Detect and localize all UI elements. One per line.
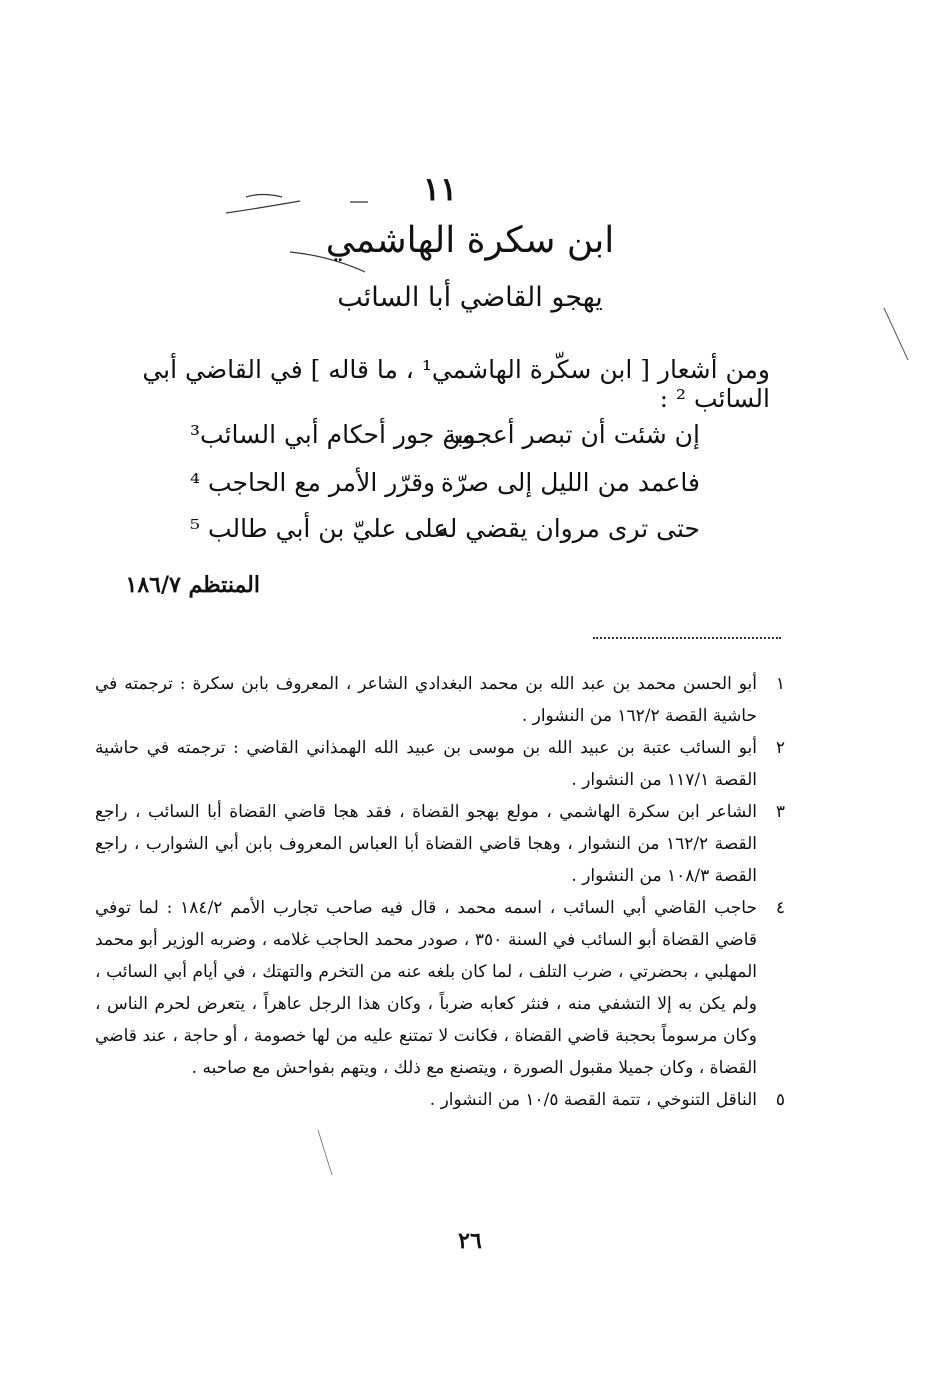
chapter-subtitle: يهجو القاضي أبا السائب xyxy=(337,282,603,313)
verse-line xyxy=(190,420,700,468)
verse-second-hemistich: وقرّر الأمر مع الحاجب ⁴ xyxy=(190,468,436,497)
footnote-number: ٤ xyxy=(775,898,785,918)
footnote xyxy=(95,668,785,732)
verse-line xyxy=(190,514,700,562)
footnotes xyxy=(95,668,785,1116)
page-number: ٢٦ xyxy=(458,1228,482,1254)
intro-paragraph: ومن أشعار [ ابن سكّرة الهاشمي¹ ، ما قاله ] في القاضي أبي السائب ² : xyxy=(142,355,770,413)
verse-first-hemistich: إن شئت أن تبصر أعجوبة xyxy=(443,420,700,449)
verse-line xyxy=(190,468,700,516)
verse-second-hemistich: على عليّ بن أبي طالب ⁵ xyxy=(190,514,449,543)
footnote xyxy=(95,1084,785,1116)
footnote-text: الناقل التنوخي ، تتمة القصة ١٠/٥ من النشوار . xyxy=(429,1090,757,1110)
footnote-text: أبو الحسن محمد بن عبد الله بن محمد البغدادي الشاعر ، المعروف بابن سكرة : ترجمته في حاشية القصة ١٦٢/٢ من النشوار . xyxy=(95,674,757,726)
footnote-number: ٣ xyxy=(775,802,785,822)
footnote-number: ٥ xyxy=(775,1090,785,1110)
footnote-text: حاجب القاضي أبي السائب ، اسمه محمد ، قال فيه صاحب تجارب الأمم ١٨٤/٢ : لما توفي قاضي القضاة أبو السائب في السنة ٣٥٠ ، صودر محمد الحاجب غلامه ، وضربه الوزير أبو محمد المهلبي ، بحضرتي ، ضرب التلف ، لما كان بلغه عنه من التخرم والتهتك ، في أيام أبي السائب ، ولم يكن به إلا التشفي منه ، فنثر كعابه ضرباً ، وكان هذا الرجل عاهراً ، يتعرض لحرم الناس ، وكان مرسوماً بحجبة قاضي القضاة ، فكانت لا تمتنع عليه من لها خصومة ، أو حاجة ، عند قاضي القضاة ، وكان جميلا مقبول الصورة ، ويتصنع مع ذلك ، ويتهم بفواحش مع صاحبه . xyxy=(95,898,758,1078)
footnote-text: الشاعر ابن سكرة الهاشمي ، مولع بهجو القضاة ، فقد هجا قاضي القضاة أبا السائب ، راجع القصة ١٦٢/٢ من النشوار ، وهجا قاضي القضاة أبا العباس المعروف بابن أبي الشوارب ، راجع القصة ١٠٨/٣ من النشوار . xyxy=(95,802,757,886)
verse-first-hemistich: فاعمد من الليل إلى صرّة xyxy=(440,468,700,497)
chapter-title: ابن سكرة الهاشمي xyxy=(325,220,615,261)
verse-second-hemistich: من جور أحكام أبي السائب³ xyxy=(190,420,475,449)
footnote xyxy=(95,796,785,892)
footnote-number: ١ xyxy=(775,674,785,694)
section-number: ١١ xyxy=(422,170,458,208)
footnote xyxy=(95,732,785,796)
footnote-text: أبو السائب عتبة بن عبيد الله بن موسى بن عبيد الله الهمذاني القاضي : ترجمته في حاشية القصة ١١٧/١ من النشوار . xyxy=(95,738,757,790)
source-citation: المنتظم ١٨٦/٧ xyxy=(125,572,260,598)
footnote-number: ٢ xyxy=(775,738,785,758)
footnote xyxy=(95,892,785,1084)
footnote-separator xyxy=(593,637,781,639)
verse-first-hemistich: حتى ترى مروان يقضي له xyxy=(436,514,700,543)
